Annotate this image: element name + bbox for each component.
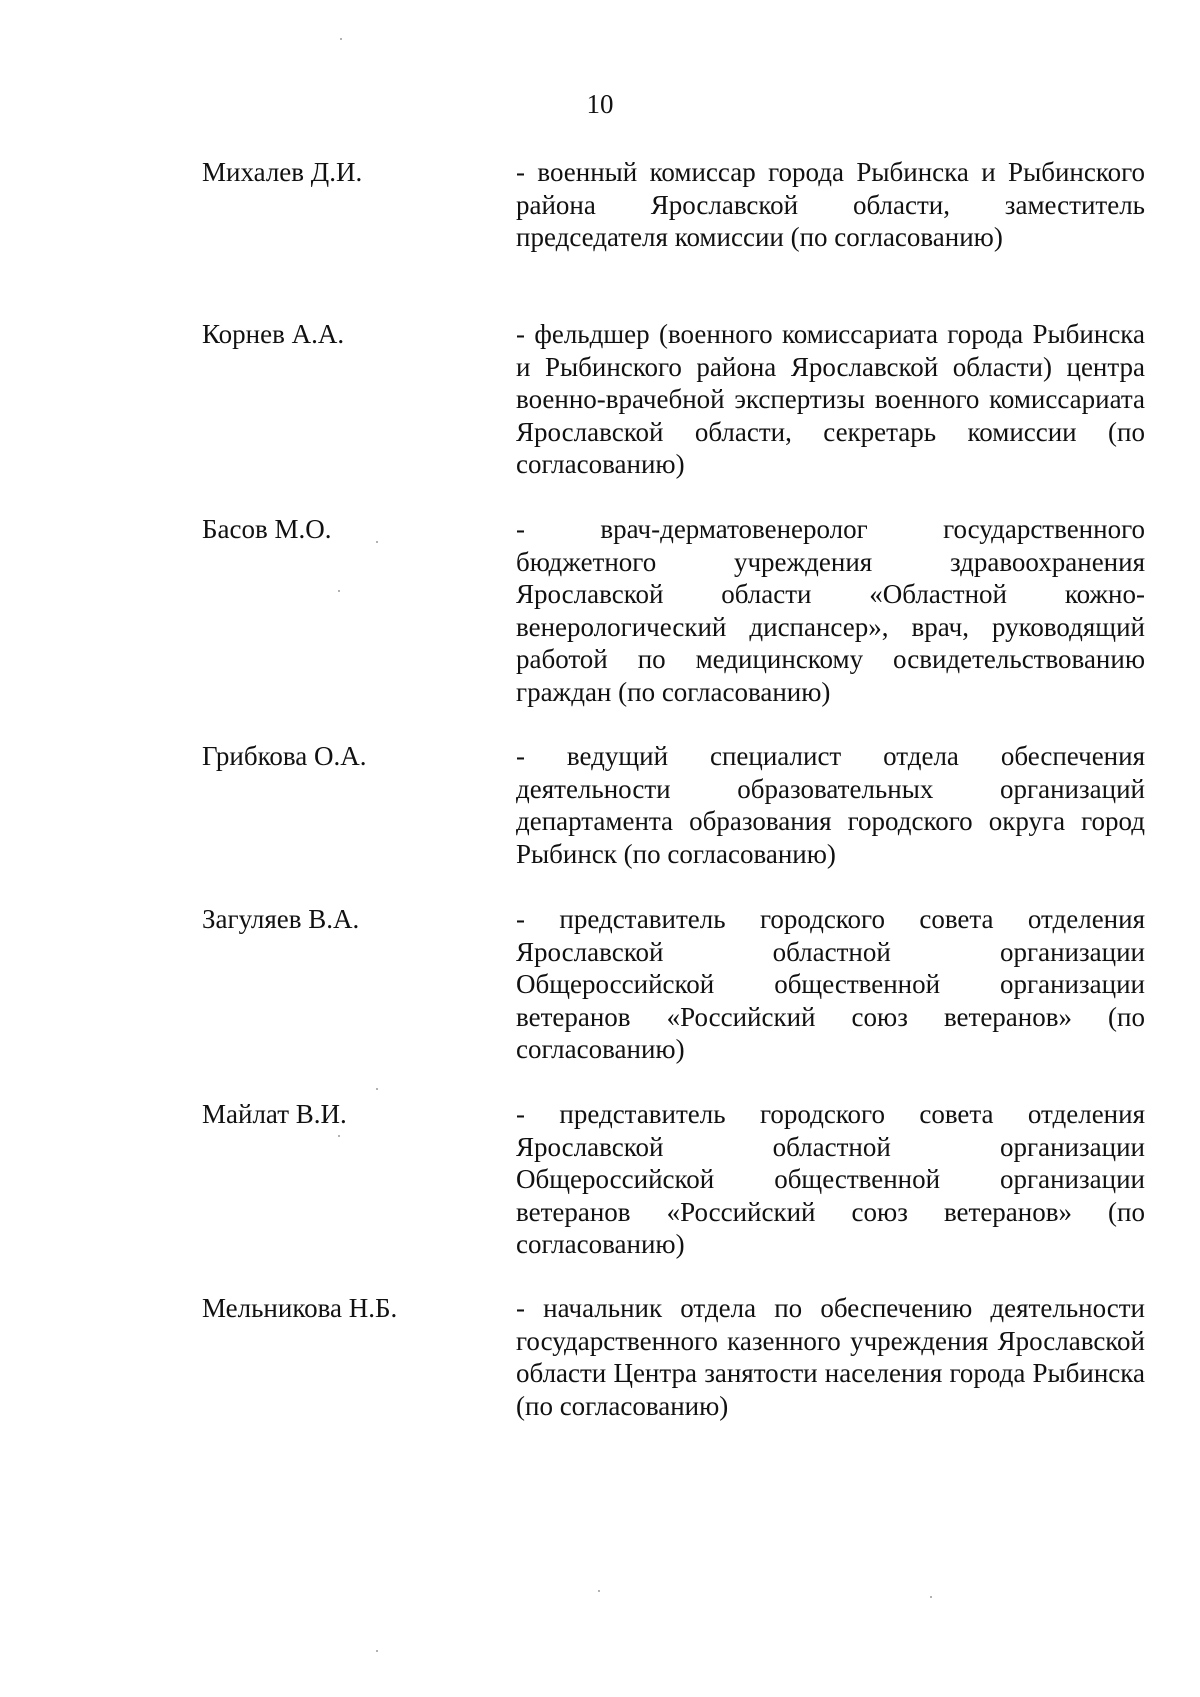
scan-speck (376, 541, 378, 543)
member-role: - представитель городского совета отделения Ярославской областной организации Общероссийской общественной организации ветеранов «Российский союз ветеранов» (по согласованию) (516, 1099, 1145, 1260)
member-name: Басов М.О. (202, 514, 332, 544)
scan-speck (340, 38, 342, 40)
scan-speck (338, 590, 340, 592)
member-name: Загуляев В.А. (202, 904, 360, 934)
member-role: - военный комиссар города Рыбинска и Рыбинского района Ярославской области, заместитель председателя комиссии (по согласованию) (516, 157, 1145, 253)
member-role: - ведущий специалист отдела обеспечения деятельности образовательных организаций департамента образования городского округа город Рыбинск (по согласованию) (516, 741, 1145, 869)
scan-speck (930, 1596, 932, 1598)
member-name: Грибкова О.А. (202, 741, 367, 771)
scan-speck (376, 1650, 378, 1652)
member-name: Корнев А.А. (202, 319, 345, 349)
scan-speck (598, 1590, 600, 1592)
member-role: - фельдшер (военного комиссариата города Рыбинска и Рыбинского района Ярославской области) центра военно-врачебной экспертизы военного комиссариата Ярославской области, секретарь комиссии (по согласованию) (516, 319, 1145, 480)
member-name: Майлат В.И. (202, 1099, 347, 1129)
scan-speck (376, 1088, 378, 1090)
member-name: Мельникова Н.Б. (202, 1293, 398, 1323)
scan-speck (338, 1135, 340, 1137)
page-number: 10 (586, 89, 614, 119)
member-role: - врач-дерматовенеролог государственного бюджетного учреждения здравоохранения Ярославской области «Областной кожно-венерологический диспансер», врач, руководящий работой по медицинскому освидетельствованию граждан (по согласованию) (516, 514, 1145, 707)
member-role: - начальник отдела по обеспечению деятельности государственного казенного учреждения Ярославской области Центра занятости населения города Рыбинска (по согласованию) (516, 1293, 1145, 1421)
member-name: Михалев Д.И. (202, 157, 363, 187)
member-role: - представитель городского совета отделения Ярославской областной организации Общероссийской общественной организации ветеранов «Российский союз ветеранов» (по согласованию) (516, 904, 1145, 1065)
